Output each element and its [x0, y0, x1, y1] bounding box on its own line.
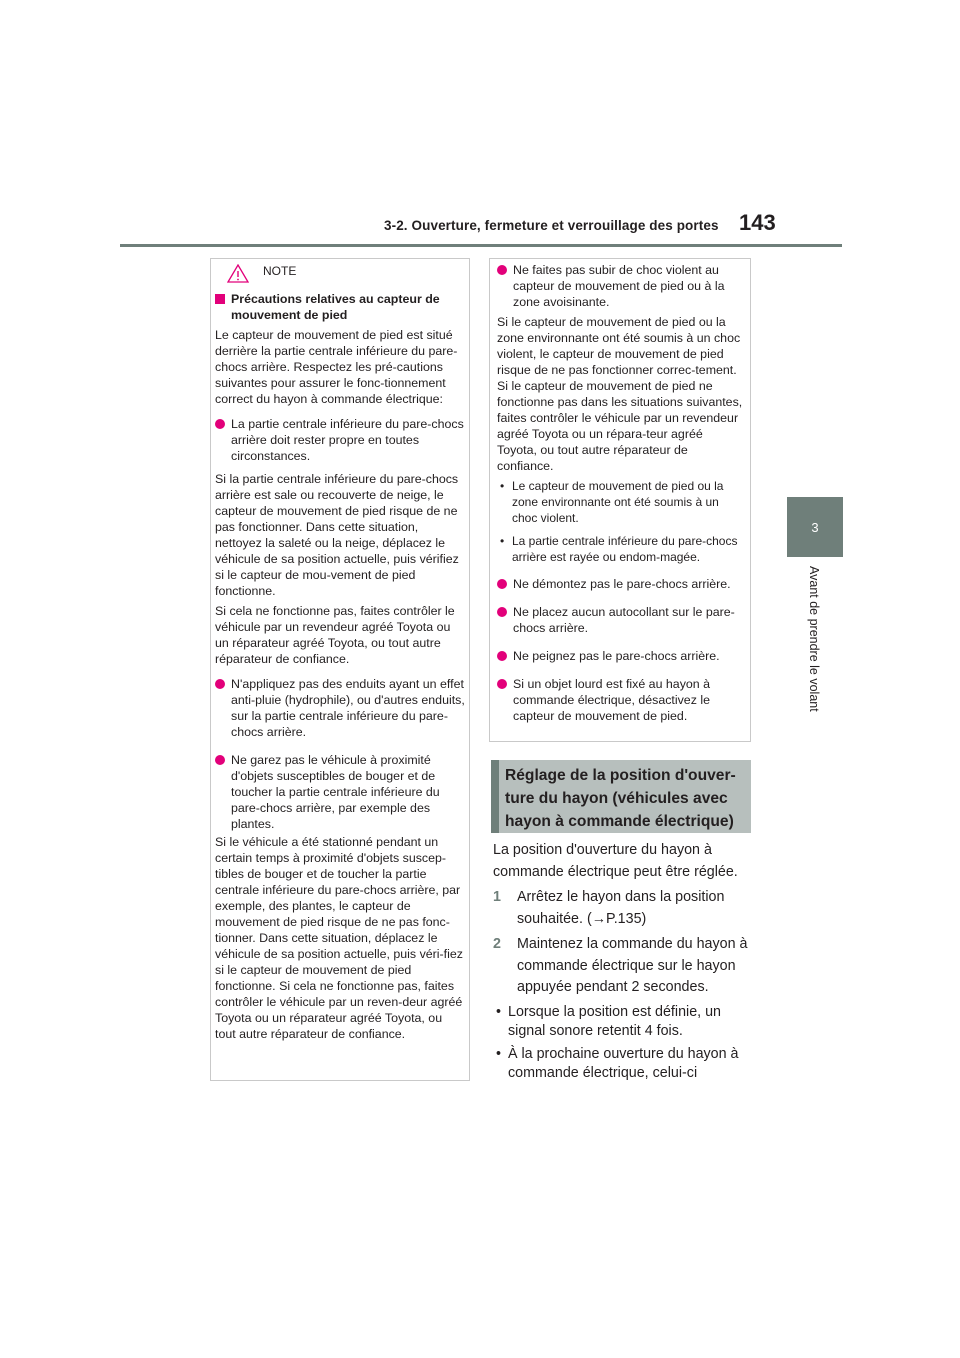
list-item	[215, 416, 465, 464]
list-item	[497, 676, 745, 724]
paragraph: Si la partie centrale inférieure du pare-chocs arrière est sale ou recouverte de neige, le capteur de mouvement de pied risque de ne pas fonctionner. Dans cette situation, nettoyez la saleté ou la neige, déplacez le véhicule de sa position actuelle, puis vérifiez si le capteur de mou-vement de pied fonctionne.	[215, 472, 459, 598]
list-item	[215, 676, 465, 740]
paragraph: Si le véhicule a été stationné pendant un certain temps à proximité d'objets suscep-tibles de bouger et de toucher la partie centrale inférieure du pare-chocs arrière, par exemple, des plantes, le capteur de mouvement de pied risque de ne pas fonc-tionner. Dans cette situation, déplacez le véhicule de sa position actuelle, puis véri-fiez si le capteur de mouvement de pied fonctionne. Si cela ne fonctionne pas, faites contrôler le véhicule par un reven-deur agréé Toyota ou un réparateur agréé Toyota, ou tout autre réparateur de confiance.	[215, 835, 463, 1041]
bullet-icon	[215, 679, 225, 689]
section-intro: La position d'ouverture du hayon à commande électrique peut être réglée.	[493, 842, 738, 880]
note-label: NOTE	[263, 264, 297, 278]
list-item-text: N'appliquez pas des enduits ayant un effet anti-pluie (hydrophile), ou d'autres enduits, sur la partie centrale inférieure du pare-chocs arrière.	[231, 677, 465, 739]
note-heading	[215, 291, 465, 323]
list-item-text: La partie centrale inférieure du pare-chocs arrière est rayée ou endom-magée.	[512, 534, 738, 564]
note-header	[213, 262, 467, 282]
bullet-icon	[215, 419, 225, 429]
step-1	[493, 887, 755, 930]
paragraph: Si le capteur de mouvement de pied ou la zone environnante ont été soumis à un choc violent, le capteur de mouvement de pied risque de ne pas fonctionner correc-tement. Si le capteur de mouvement de pied ne fonctionne pas dans les situations suivantes, faites contrôler le véhicule par un revendeur agréé Toyota ou un répara-teur agréé Toyota, ou tout autre réparateur de confiance.	[497, 315, 743, 473]
bullet-icon	[497, 579, 507, 589]
bullet-icon	[497, 651, 507, 661]
list-item-text: Ne garez pas le véhicule à proximité d'objets susceptibles de bouger et de toucher la partie centrale inférieure du pare-chocs arrière, par exemple des plantes.	[231, 753, 440, 831]
list-item	[497, 262, 745, 310]
section-body	[493, 840, 755, 1083]
step-2	[493, 934, 755, 999]
list-item-text: À la prochaine ouverture du hayon à commande électrique, celui-ci	[508, 1045, 739, 1081]
list-item-text: Ne faites pas subir de choc violent au capteur de mouvement de pied ou à la zone avoisinante.	[513, 263, 725, 309]
bullet-icon	[497, 679, 507, 689]
page-number: 143	[739, 210, 776, 235]
list-item	[497, 576, 745, 592]
square-bullet-icon	[215, 294, 225, 304]
bullet-icon	[215, 755, 225, 765]
list-item: • La partie centrale inférieure du pare-chocs arrière est rayée ou endom-magée.	[500, 534, 738, 564]
note-column-left	[215, 291, 465, 1046]
list-item-text: Le capteur de mouvement de pied ou la zone environnante ont été soumis à un choc violent.	[512, 479, 724, 525]
chapter-number: 3	[811, 520, 819, 535]
step-number: 1	[493, 889, 501, 905]
list-item: • Lorsque la position est définie, un signal sonore retentit 4 fois.	[496, 1003, 722, 1039]
list-item-text: La partie centrale inférieure du pare-chocs arrière doit rester propre en toutes circonstances.	[231, 417, 464, 463]
list-item-text: Lorsque la position est définie, un signal sonore retentit 4 fois.	[508, 1003, 722, 1039]
section-title: Réglage de la position d'ouver-ture du hayon (véhicules avec hayon à commande électrique)	[505, 767, 736, 830]
warning-icon	[227, 264, 249, 283]
header-rule	[120, 244, 842, 247]
step-text: Arrêtez le hayon dans la position souhaitée. (→P.135)	[517, 889, 725, 927]
chapter-label-text: Avant de prendre le volant	[807, 566, 821, 712]
list-item	[215, 752, 465, 832]
chapter-label	[803, 566, 821, 736]
list-item	[497, 604, 745, 636]
list-item: • À la prochaine ouverture du hayon à commande électrique, celui-ci	[496, 1045, 739, 1081]
bullet-icon	[497, 265, 507, 275]
section-heading-bar	[491, 760, 499, 833]
note-heading-text: Précautions relatives au capteur de mouvement de pied	[231, 292, 440, 322]
list-item	[497, 648, 745, 664]
list-item: • Le capteur de mouvement de pied ou la zone environnante ont été soumis à un choc violent.	[500, 479, 724, 525]
list-item-text: Ne placez aucun autocollant sur le pare-chocs arrière.	[513, 605, 735, 635]
note-column-right	[497, 262, 745, 731]
step-number: 2	[493, 936, 501, 952]
paragraph: Si cela ne fonctionne pas, faites contrôler le véhicule par un revendeur agréé Toyota ou un réparateur agréé Toyota, ou tout autre réparateur de confiance.	[215, 604, 455, 666]
list-item-text: Ne démontez pas le pare-chocs arrière.	[513, 577, 731, 591]
note-intro: Le capteur de mouvement de pied est situé derrière la partie centrale inférieure du pare-chocs arrière. Respectez les pré-cautions suivantes pour assurer le fonc-tionnement correct du hayon à commande électrique:	[215, 328, 458, 406]
step-text: Maintenez la commande du hayon à commande électrique sur le hayon appuyée pendant 2 secondes.	[517, 936, 748, 995]
header-title: 3-2. Ouverture, fermeture et verrouillage des portes	[384, 218, 719, 233]
list-item-text: Si un objet lourd est fixé au hayon à commande électrique, désactivez le capteur de mouvement de pied.	[513, 677, 711, 723]
bullet-icon	[497, 607, 507, 617]
list-item-text: Ne peignez pas le pare-chocs arrière.	[513, 649, 720, 663]
